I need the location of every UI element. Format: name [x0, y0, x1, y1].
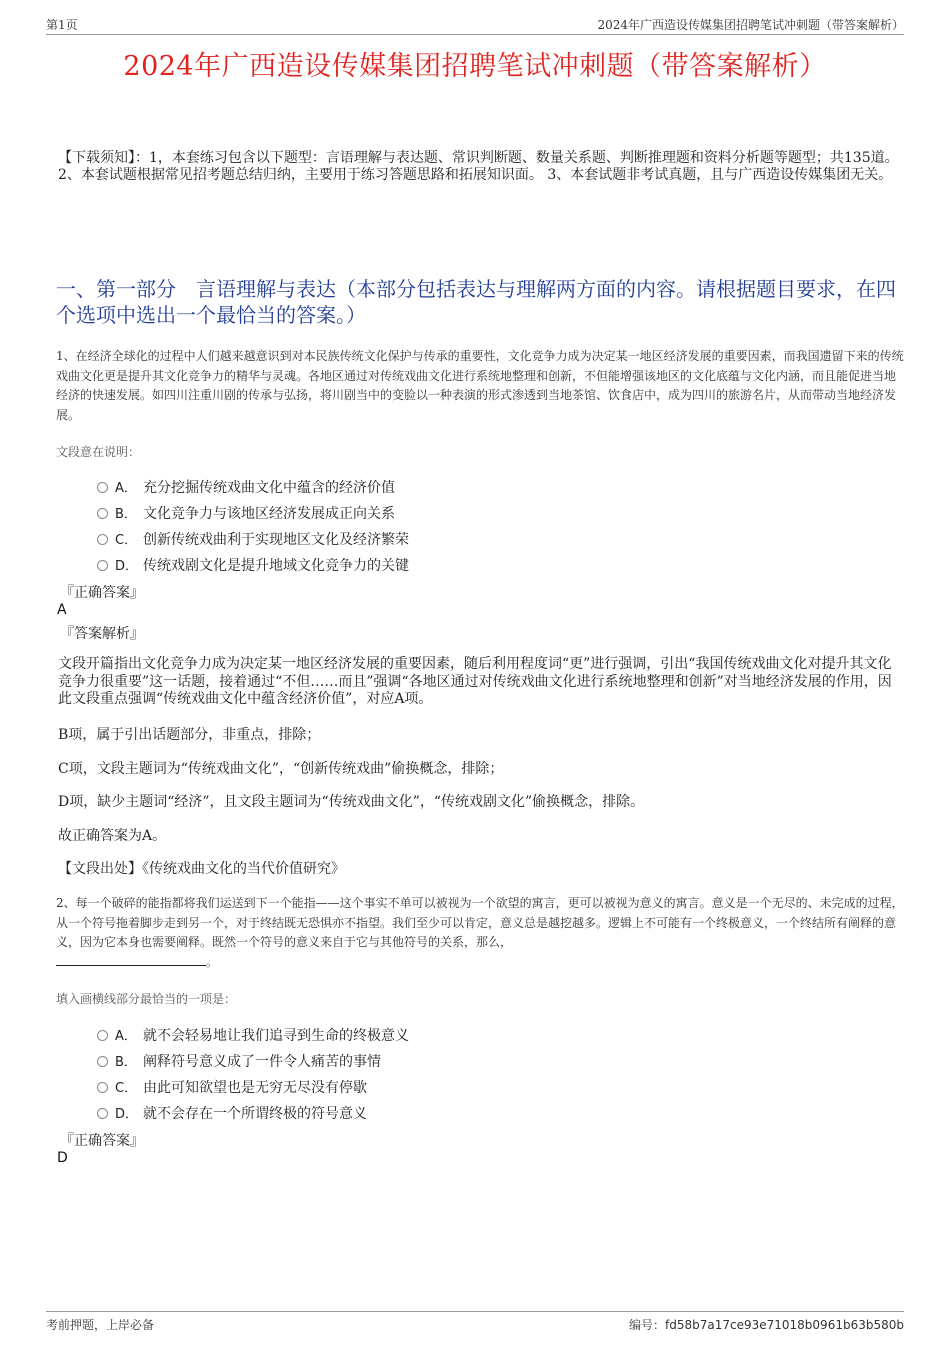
- blank-end: 。: [206, 954, 219, 969]
- option-letter: C．: [115, 1081, 138, 1096]
- question-2-prompt: 填入画横线部分最恰当的一项是：: [56, 992, 237, 1006]
- analysis-paragraph: C项，文段主题词为“传统戏曲文化”，“创新传统戏曲”偷换概念，排除；: [58, 761, 504, 777]
- option-text: 就不会轻易地让我们追寻到生命的终极意义: [143, 1028, 409, 1044]
- code-value: fd58b7a17ce93e71018b0961b63b580b: [665, 1318, 904, 1332]
- radio-icon[interactable]: [97, 1030, 108, 1041]
- correct-answer-label: 『正确答案』: [60, 1133, 144, 1149]
- page-header: [46, 14, 904, 35]
- question-2-option-c[interactable]: [97, 1077, 367, 1097]
- question-1-option-d[interactable]: [97, 555, 409, 575]
- footer-slogan: 考前押题，上岸必备: [46, 1318, 155, 1332]
- radio-icon[interactable]: [97, 560, 108, 571]
- option-letter: A．: [115, 1029, 137, 1044]
- question-2-option-b[interactable]: [97, 1051, 381, 1071]
- code-label: 编号：: [629, 1318, 666, 1332]
- option-text: 阐释符号意义成了一件令人痛苦的事情: [143, 1054, 381, 1070]
- radio-icon[interactable]: [97, 1056, 108, 1067]
- question-2-text: [56, 894, 904, 972]
- option-letter: D．: [115, 1107, 139, 1122]
- option-letter: A．: [115, 481, 137, 496]
- correct-answer: A: [57, 602, 67, 618]
- question-1-option-c[interactable]: [97, 529, 409, 549]
- analysis-paragraph: B项，属于引出话题部分，非重点，排除；: [58, 727, 321, 743]
- radio-icon[interactable]: [97, 1108, 108, 1119]
- header-doc-title: 2024年广西造设传媒集团招聘笔试冲刺题（带答案解析）: [597, 18, 904, 32]
- download-notice: 【下载须知】：1，本套练习包含以下题型：言语理解与表达题、常识判断题、数量关系题、判断推理题和资料分析题等题型；共135道。 2、本套试题根据常见招考题总结归纳，主要用于练习答题思路和拓展知识面。 3、本套试题非考试真题，且与广西造设传媒集团无关。: [58, 150, 899, 183]
- option-text: 由此可知欲望也是无穷无尽没有停歇: [143, 1080, 367, 1096]
- option-text: 文化竞争力与该地区经济发展成正向关系: [143, 506, 395, 522]
- radio-icon[interactable]: [97, 508, 108, 519]
- question-1-text: 1、在经济全球化的过程中人们越来越意识到对本民族传统文化保护与传承的重要性，文化竞争力成为决定某一地区经济发展的重要因素，而我国遗留下来的传统戏曲文化更是提升其文化竞争力的精华与灵魂。各地区通过对传统戏曲文化进行系统地整理和创新，不但能增强该地区的文化底蕴与文化内涵，而且能促进当地经济的快速发展。如四川注重川剧的传承与弘扬，将川剧当中的变脸以一种表演的形式渗透到当地茶馆、饮食店中，成为四川的旅游名片，从而带动当地经济发展。: [56, 349, 904, 422]
- question-1-prompt: 文段意在说明：: [56, 445, 141, 459]
- analysis-label: 『答案解析』: [60, 626, 144, 642]
- question-2-option-a[interactable]: [97, 1025, 409, 1045]
- page-footer: [46, 1311, 904, 1334]
- document-code: [629, 1316, 904, 1333]
- answer-blank: [56, 954, 206, 966]
- analysis-paragraph: 文段开篇指出文化竞争力成为决定某一地区经济发展的重要因素，随后利用程度词“更”进行强调，引出“我国传统戏曲文化对提升其文化竞争力很重要”这一话题，接着通过“不但……而且”强调“各地区通过对传统戏曲文化进行系统地整理和创新”对当地经济发展的作用，因此文段重点强调“传统戏曲文化中蕴含经济价值”，对应A项。: [58, 656, 892, 707]
- radio-icon[interactable]: [97, 482, 108, 493]
- option-text: 就不会存在一个所谓终极的符号意义: [143, 1106, 367, 1122]
- option-letter: D．: [115, 559, 139, 574]
- question-2-body: 2、每一个破碎的能指都将我们运送到下一个能指——这个事实不单可以被视为一个欲望的寓言，更可以被视为意义的寓言。意义是一个无尽的、未完成的过程，从一个符号拖着脚步走到另一个，对于终结既无恐惧亦不指望。我们至少可以肯定，意义总是越挖越多。逻辑上不可能有一个终极意义，一个终结所有阐释的意义，因为它本身也需要阐释。既然一个符号的意义来自于它与其他符号的关系，那么，: [56, 896, 904, 949]
- page-title: 2024年广西造设传媒集团招聘笔试冲刺题（带答案解析）: [123, 51, 827, 82]
- section-heading: 一、第一部分 言语理解与表达（本部分包括表达与理解两方面的内容。请根据题目要求，在四个选项中选出一个最恰当的答案。）: [56, 277, 896, 327]
- page-number: 第1页: [46, 18, 78, 32]
- radio-icon[interactable]: [97, 1082, 108, 1093]
- correct-answer-label: 『正确答案』: [60, 585, 144, 601]
- correct-answer: D: [57, 1150, 68, 1166]
- question-2-option-d[interactable]: [97, 1103, 367, 1123]
- option-letter: B．: [115, 1055, 137, 1070]
- analysis-paragraph: D项，缺少主题词“经济”，且文段主题词为“传统戏曲文化”，“传统戏剧文化”偷换概念，排除。: [58, 794, 645, 810]
- option-text: 充分挖掘传统戏曲文化中蕴含的经济价值: [143, 480, 395, 496]
- source-citation: 【文段出处】《传统戏曲文化的当代价值研究》: [58, 861, 345, 877]
- option-text: 传统戏剧文化是提升地域文化竞争力的关键: [143, 558, 409, 574]
- question-1-option-b[interactable]: [97, 503, 395, 523]
- option-letter: B．: [115, 507, 137, 522]
- question-1-option-a[interactable]: [97, 477, 395, 497]
- option-text: 创新传统戏曲利于实现地区文化及经济繁荣: [143, 532, 409, 548]
- analysis-paragraph: 故正确答案为A。: [58, 828, 167, 844]
- option-letter: C．: [115, 533, 138, 548]
- radio-icon[interactable]: [97, 534, 108, 545]
